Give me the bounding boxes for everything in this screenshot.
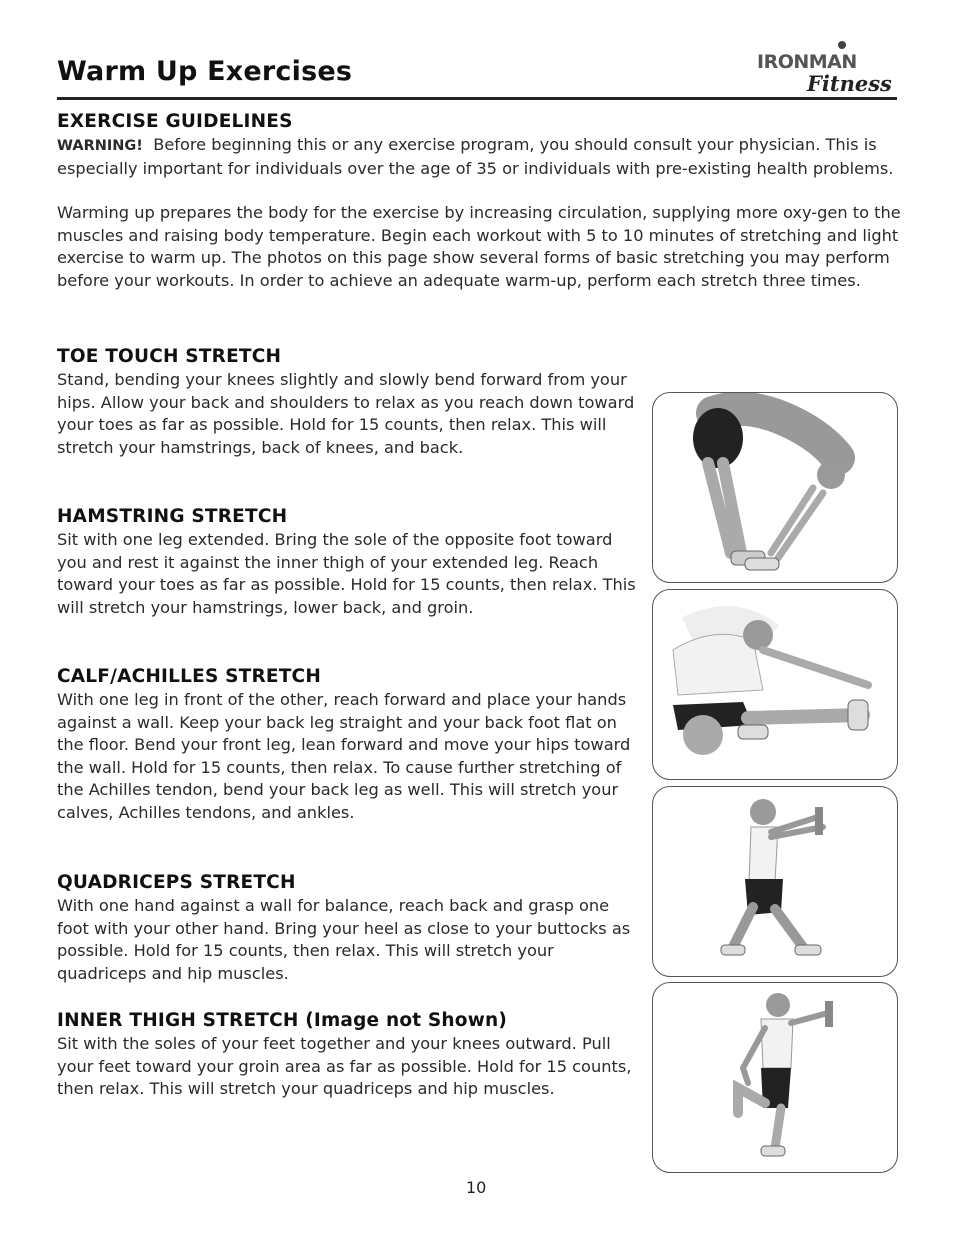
section-quadriceps bbox=[57, 871, 637, 985]
section-hamstring bbox=[57, 505, 637, 619]
section-body: With one leg in front of the other, reach forward and place your hands against a wall. Keep your back leg straight and your back foot flat on the floor. Bend your front leg, lean forward and move your hips toward the wall. Hold for 15 counts, then relax. To cause further stretching of the Achilles tendon, bend your back leg as well. This will stretch your calves, Achilles tendons, and ankles. bbox=[57, 690, 631, 822]
page-number: 10 bbox=[466, 1178, 487, 1197]
warning-text: Before beginning this or any exercise program, you should consult your physician. This is especially important for individuals over the age of 35 or individuals with pre-existing health problems. bbox=[57, 135, 894, 178]
guidelines-section bbox=[57, 110, 902, 293]
section-inner-thigh bbox=[57, 1009, 637, 1101]
section-toe-touch bbox=[57, 345, 637, 459]
section-calf-achilles bbox=[57, 665, 637, 825]
page-title: Warm Up Exercises bbox=[57, 56, 353, 87]
toe-touch-photo bbox=[652, 392, 898, 583]
hamstring-photo bbox=[652, 589, 898, 780]
section-body: Sit with one leg extended. Bring the sole of the opposite foot toward you and rest it against the inner thigh of your extended leg. Reach toward your toes as far as possible. Hold for 15 counts, then relax. This will stretch your hamstrings, lower back, and groin. bbox=[57, 530, 636, 617]
svg-text:Fitness: Fitness bbox=[807, 71, 892, 96]
svg-text:IRONMAN: IRONMAN bbox=[757, 51, 857, 73]
section-heading: INNER THIGH STRETCH (Image not Shown) bbox=[57, 1010, 508, 1031]
section-heading: HAMSTRING STRETCH bbox=[57, 506, 288, 527]
quadriceps-photo bbox=[652, 982, 898, 1173]
section-body: Sit with the soles of your feet together and your knees outward. Pull your feet toward your groin area as far as possible. Hold for 15 counts, then relax. This will stretch your quadriceps and hip muscles. bbox=[57, 1034, 632, 1099]
warning-paragraph bbox=[57, 134, 902, 180]
ironman-fitness-logo bbox=[757, 38, 899, 96]
section-heading: QUADRICEPS STRETCH bbox=[57, 872, 296, 893]
section-heading: TOE TOUCH STRETCH bbox=[57, 346, 282, 367]
section-body: With one hand against a wall for balance, reach back and grasp one foot with your other hand. Bring your heel as close to your buttocks as possible. Hold for 15 counts, then relax. This will stretch your quadriceps and hip muscles. bbox=[57, 896, 631, 983]
section-body: Stand, bending your knees slightly and slowly bend forward from your hips. Allow your back and shoulders to relax as you reach down toward your toes as far as possible. Hold for 15 counts, then relax. This will stretch your hamstrings, back of knees, and back. bbox=[57, 370, 635, 457]
intro-paragraph: Warming up prepares the body for the exercise by increasing circulation, supplying more oxy-gen to the muscles and raising body temperature. Begin each workout with 5 to 10 minutes of stretching and light exercise to warm up. The photos on this page show several forms of basic stretching you may perform before your workouts. In order to achieve an adequate warm-up, perform each stretch three times. bbox=[57, 203, 901, 290]
calf-achilles-photo bbox=[652, 786, 898, 977]
guidelines-heading: EXERCISE GUIDELINES bbox=[57, 111, 293, 132]
warning-label: WARNING! bbox=[57, 138, 143, 154]
section-heading: CALF/ACHILLES STRETCH bbox=[57, 666, 322, 687]
title-divider bbox=[57, 97, 897, 100]
